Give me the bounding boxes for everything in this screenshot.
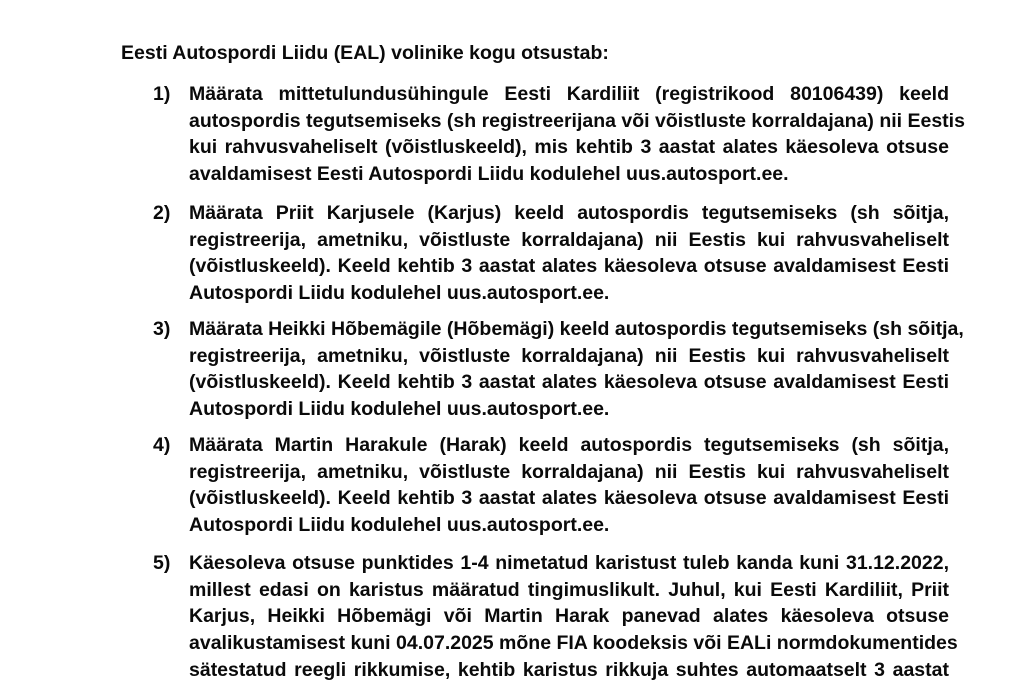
item-line: (võistluskeeld). Keeld kehtib 3 aastat alates käesoleva otsuse avaldamisest Eesti <box>189 255 949 278</box>
item-number: 1) <box>153 83 171 105</box>
item-line: autospordis tegutsemiseks (sh registreerijana või võistluste korraldajana) nii Eestis <box>189 109 965 132</box>
item-line: registreerija, ametniku, võistluste korraldajana) nii Eestis kui rahvusvaheliselt <box>189 228 949 251</box>
item-line: avaldamisest Eesti Autospordi Liidu kodulehel uus.autosport.ee. <box>189 163 789 186</box>
item-text <box>189 316 964 423</box>
item-line: (võistluskeeld). Keeld kehtib 3 aastat alates käesoleva otsuse avaldamisest Eesti <box>189 371 949 394</box>
item-line: kui rahvusvaheliselt (võistluskeeld), mis kehtib 3 aastat alates käesoleva otsuse <box>189 136 949 159</box>
item-line: Autospordi Liidu kodulehel uus.autosport.ee. <box>189 398 610 421</box>
item-line: Määrata Martin Harakule (Harak) keeld autospordis tegutsemiseks (sh sõitja, <box>189 434 949 456</box>
item-number: 3) <box>153 318 171 340</box>
item-line: Käesoleva otsuse punktides 1-4 nimetatud karistust tuleb kanda kuni 31.12.2022, <box>189 552 949 574</box>
decision-item-2 <box>153 200 949 307</box>
decision-item-4 <box>153 432 949 539</box>
item-text <box>189 200 949 307</box>
decision-item-5 <box>153 550 958 684</box>
item-line: avalikustamisest kuni 04.07.2025 mõne FIA koodeksis või EALi normdokumentides <box>189 632 958 655</box>
item-number: 5) <box>153 552 171 574</box>
item-line: Määrata Heikki Hõbemägile (Hõbemägi) keeld autospordis tegutsemiseks (sh sõitja, <box>189 318 964 340</box>
item-line: Autospordi Liidu kodulehel uus.autosport.ee. <box>189 514 610 537</box>
item-line: Karjus, Heikki Hõbemägi või Martin Harak panevad alates käesoleva otsuse <box>189 605 949 628</box>
item-line: Autospordi Liidu kodulehel uus.autosport.ee. <box>189 282 610 305</box>
item-number: 2) <box>153 202 171 224</box>
item-text <box>189 432 949 539</box>
item-number: 4) <box>153 434 171 456</box>
item-line: (võistluskeeld). Keeld kehtib 3 aastat alates käesoleva otsuse avaldamisest Eesti <box>189 487 949 510</box>
item-line: sätestatud reegli rikkumise, kehtib karistus rikkuja suhtes automaatselt 3 aastat <box>189 658 949 681</box>
item-text <box>189 550 958 684</box>
item-line: Määrata Priit Karjusele (Karjus) keeld autospordis tegutsemiseks (sh sõitja, <box>189 202 949 224</box>
item-text <box>189 81 965 188</box>
item-line: millest edasi on karistus määratud tingimuslikult. Juhul, kui Eesti Kardiliit, Priit <box>189 578 949 601</box>
decision-item-1 <box>153 81 965 188</box>
item-line: registreerija, ametniku, võistluste korraldajana) nii Eestis kui rahvusvaheliselt <box>189 344 949 367</box>
decision-item-3 <box>153 316 964 423</box>
decision-intro: Eesti Autospordi Liidu (EAL) volinike kogu otsustab: <box>121 42 609 64</box>
item-line: registreerija, ametniku, võistluste korraldajana) nii Eestis kui rahvusvaheliselt <box>189 460 949 483</box>
item-line: Määrata mittetulundusühingule Eesti Kardiliit (registrikood 80106439) keeld <box>189 83 949 105</box>
